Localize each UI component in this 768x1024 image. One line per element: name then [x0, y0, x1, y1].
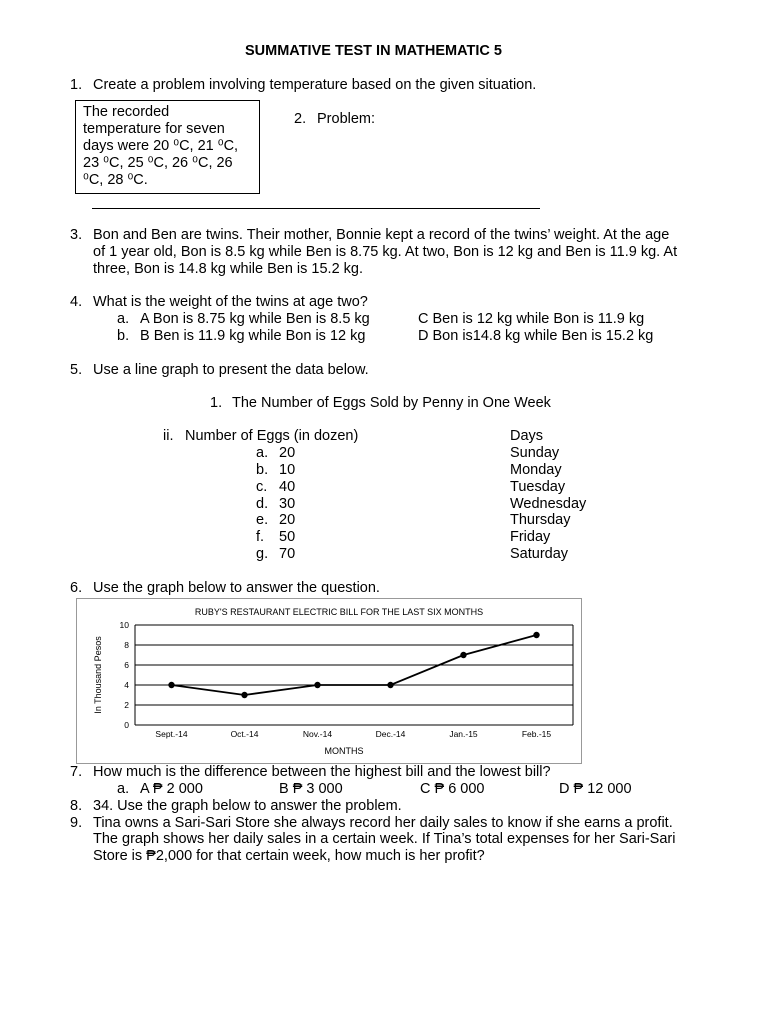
q9-line: The graph shows her daily sales in a certain week. If Tina’s total expenses for her Sari-Sari [93, 831, 676, 847]
row-day: Wednesday [510, 496, 587, 512]
q3-line: of 1 year old, Bon is 8.5 kg while Ben is 8.75 kg. At two, Bon is 12 kg and Ben is 11.9 kg. At [93, 244, 678, 260]
row-value: 20 [279, 512, 296, 528]
q5-col1-number: ii. [163, 428, 174, 444]
row-label: a. [256, 445, 269, 461]
q7-option-b: B ₱ 3 000 [279, 781, 343, 797]
row-label: e. [256, 512, 269, 528]
q6-number: 6. [70, 580, 83, 596]
row-day: Friday [510, 529, 551, 545]
q5-number: 5. [70, 362, 83, 378]
q5-sub-number: 1. [210, 395, 223, 411]
q7-option-a-label: a. [117, 781, 130, 797]
q7-option-d: D ₱ 12 000 [559, 781, 632, 797]
page-title: SUMMATIVE TEST IN MATHEMATIC 5 [245, 43, 502, 59]
row-value: 10 [279, 462, 296, 478]
data-point [387, 682, 393, 688]
row-day: Sunday [510, 445, 560, 461]
q7-number: 7. [70, 764, 83, 780]
x-tick-label: Nov.-14 [302, 729, 333, 739]
situation-text [83, 104, 258, 189]
row-day: Monday [510, 462, 562, 478]
x-tick-label: Oct.-14 [230, 729, 259, 739]
q8-number: 8. [70, 798, 83, 814]
q2-number: 2. [294, 111, 307, 127]
y-axis-label: In Thousand Pesos [93, 636, 103, 714]
q5-sub-title: The Number of Eggs Sold by Penny in One Week [232, 395, 551, 411]
q1-text: Create a problem involving temperature based on the given situation. [93, 77, 537, 93]
q5-col1-header: Number of Eggs (in dozen) [185, 428, 359, 444]
x-tick-label: Feb.-15 [521, 729, 552, 739]
q4-option-b-label: b. [117, 328, 130, 344]
row-value: 30 [279, 496, 296, 512]
q9-line: Store is ₱2,000 for that certain week, how much is her profit? [93, 848, 485, 864]
q3-line: three, Bon is 14.8 kg while Ben is 15.2 kg. [93, 261, 364, 277]
q2-text: Problem: [317, 111, 376, 127]
situation-line: The recorded [83, 104, 170, 120]
chart-title: RUBY'S RESTAURANT ELECTRIC BILL FOR THE LAST SIX MONTHS [194, 607, 484, 617]
situation-line: days were 20 ⁰C, 21 ⁰C, [83, 138, 239, 154]
row-label: d. [256, 496, 269, 512]
q3-line: Bon and Ben are twins. Their mother, Bonnie kept a record of the twins’ weight. At the age [93, 227, 670, 243]
q8-text: 34. Use the graph below to answer the problem. [93, 798, 402, 814]
q4-text: What is the weight of the twins at age two? [93, 294, 368, 310]
row-value: 40 [279, 479, 296, 495]
situation-line: ⁰C, 28 ⁰C. [83, 172, 148, 188]
data-point [168, 682, 174, 688]
q7-text: How much is the difference between the highest bill and the lowest bill? [93, 764, 551, 780]
q1-number: 1. [70, 77, 83, 93]
row-day: Thursday [510, 512, 571, 528]
q7-option-a: A ₱ 2 000 [140, 781, 203, 797]
data-point [241, 692, 247, 698]
q9-line: Tina owns a Sari-Sari Store she always record her daily sales to know if she earns a profit. [93, 815, 673, 831]
situation-line: 23 ⁰C, 25 ⁰C, 26 ⁰C, 26 [83, 155, 233, 171]
q4-option-a: A Bon is 8.75 kg while Ben is 8.5 kg [140, 311, 370, 327]
situation-line: temperature for seven [83, 121, 225, 137]
data-point [460, 652, 466, 658]
row-value: 20 [279, 445, 296, 461]
y-tick-label: 10 [119, 620, 129, 630]
q4-number: 4. [70, 294, 83, 310]
data-point [533, 632, 539, 638]
row-label: b. [256, 462, 269, 478]
row-label: g. [256, 546, 269, 562]
q5-text: Use a line graph to present the data below. [93, 362, 369, 378]
q9-number: 9. [70, 815, 83, 831]
y-tick-label: 0 [124, 720, 129, 730]
x-tick-label: Dec.-14 [375, 729, 406, 739]
electric-bill-line-chart [77, 599, 581, 763]
q4-option-d: D Bon is14.8 kg while Ben is 15.2 kg [418, 328, 654, 344]
y-tick-label: 4 [124, 680, 129, 690]
answer-line [92, 208, 540, 209]
x-tick-label: Jan.-15 [449, 729, 478, 739]
row-value: 70 [279, 546, 296, 562]
chart-container [76, 598, 582, 764]
q4-option-b: B Ben is 11.9 kg while Bon is 12 kg [140, 328, 366, 344]
y-tick-label: 2 [124, 700, 129, 710]
q6-text: Use the graph below to answer the question. [93, 580, 380, 596]
x-axis-label: MONTHS [324, 746, 364, 756]
q4-option-c: C Ben is 12 kg while Bon is 11.9 kg [418, 311, 645, 327]
row-day: Saturday [510, 546, 569, 562]
q7-option-c: C ₱ 6 000 [420, 781, 485, 797]
y-tick-label: 6 [124, 660, 129, 670]
y-tick-label: 8 [124, 640, 129, 650]
row-day: Tuesday [510, 479, 566, 495]
q3-number: 3. [70, 227, 83, 243]
q5-col2-header: Days [510, 428, 544, 444]
row-label: f. [256, 529, 265, 545]
row-label: c. [256, 479, 268, 495]
x-tick-label: Sept.-14 [155, 729, 188, 739]
q4-option-a-label: a. [117, 311, 130, 327]
data-point [314, 682, 320, 688]
row-value: 50 [279, 529, 296, 545]
